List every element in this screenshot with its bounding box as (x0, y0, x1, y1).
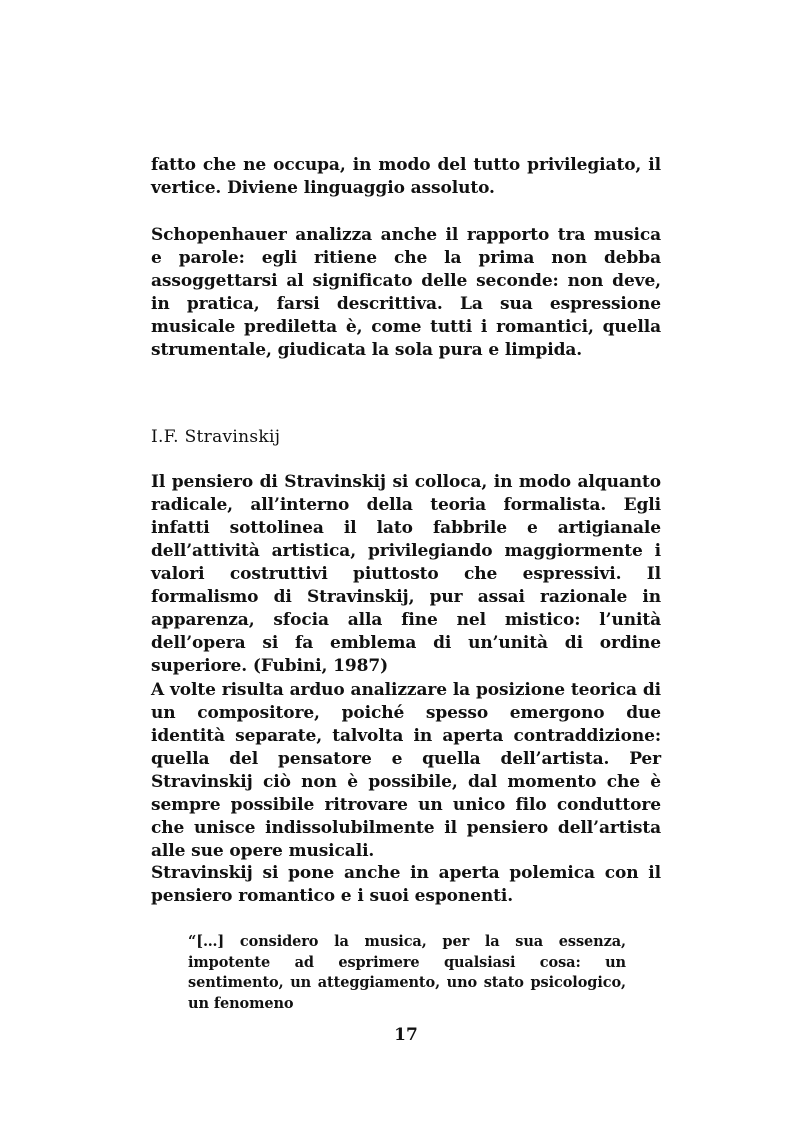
block-quote: “[…] considero la musica, per la sua essenza, impotente ad esprimere qualsiasi cosa: un sentimento, un atteggiamento, uno stato psicologico, un fenomeno (188, 933, 626, 1012)
paragraph-stravinskij-identity: A volte risulta arduo analizzare la posizione teorica di un compositore, poiché spesso emergono due identità separate, talvolta in aperta contraddizione: quella del pensatore e quella dell’artista. Per Stravinskij ciò non è possibile, dal momento che è sempre possibile ritrovare un unico filo conduttore che unisce indissolubilmente il pensiero dell’artista alle sue opere musicali. (151, 680, 661, 861)
paragraph-schopenhauer-music-words: Schopenhauer analizza anche il rapporto tra musica e parole: egli ritiene che la prima non debba assoggettarsi al significato delle seconde: non deve, in pratica, farsi descrittiva. La sua espressione musicale prediletta è, come tutti i romantici, quella strumentale, giudicata la sola pura e limpida. (151, 225, 661, 360)
section-heading: I.F. Stravinskij (151, 427, 281, 447)
paragraph-stravinskij-formalism: Il pensiero di Stravinskij si colloca, in modo alquanto radicale, all’interno della teoria formalista. Egli infatti sottolinea il lato fabbrile e artigianale dell’attività artistica, privilegiando maggiormente i valori costruttivi piuttosto che espressivi. Il formalismo di Stravinskij, pur assai razionale in apparenza, sfocia alla fine nel mistico: l’unità dell’opera si fa emblema di un’unità di ordine superiore. (Fubini, 1987) (151, 472, 661, 676)
page-number: 17 (394, 1025, 418, 1045)
paragraph-stravinskij-polemic: Stravinskij si pone anche in aperta polemica con il pensiero romantico e i suoi esponenti. (151, 863, 661, 906)
paragraph-schopenhauer-conclusion: fatto che ne occupa, in modo del tutto privilegiato, il vertice. Diviene linguaggio assoluto. (151, 155, 661, 198)
